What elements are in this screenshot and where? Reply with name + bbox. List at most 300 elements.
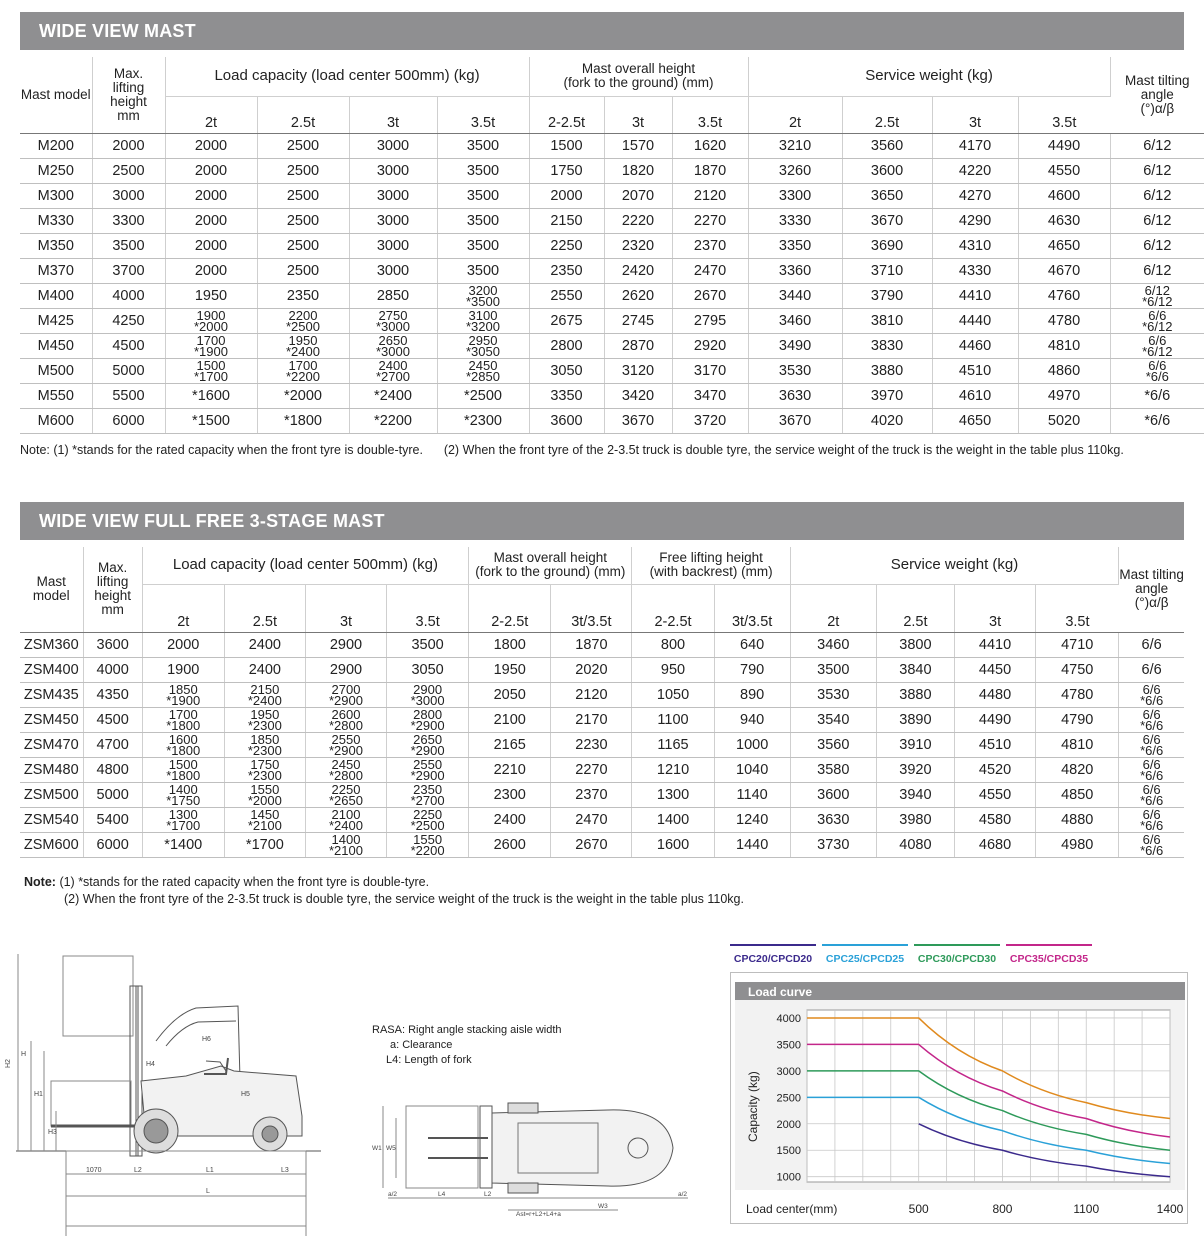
table-cell: 6/6 *6/6	[1110, 358, 1204, 383]
table-cell: 3000	[349, 133, 437, 158]
table-cell: 4600	[1018, 183, 1110, 208]
table-cell: 1950 *2400	[257, 333, 349, 358]
table-cell: 3360	[748, 258, 842, 283]
table-cell: 2795	[672, 308, 748, 333]
table-cell: 3460	[748, 308, 842, 333]
table-cell: 3700	[92, 258, 165, 283]
y-tick-label: 3500	[776, 1039, 801, 1052]
x-tick-label: 800	[992, 1202, 1013, 1216]
table-cell: 4860	[1018, 358, 1110, 383]
table-row	[20, 333, 1204, 358]
table-row	[20, 657, 1184, 682]
table-cell: 2400 *2700	[349, 358, 437, 383]
table-row	[20, 408, 1204, 433]
table-cell: 2800	[529, 333, 604, 358]
table-row	[20, 782, 1184, 807]
table-cell: 3300	[748, 183, 842, 208]
svg-text:L: L	[206, 1188, 210, 1195]
table-cell: 3530	[790, 682, 876, 707]
table-cell: 2350 *2700	[387, 782, 469, 807]
table-cell: 2050	[469, 682, 551, 707]
table-cell: 3580	[790, 757, 876, 782]
table-cell: 2470	[672, 258, 748, 283]
table-cell: 2070	[604, 183, 672, 208]
table-cell: 4550	[954, 782, 1035, 807]
table-cell: 3560	[842, 133, 932, 158]
table-cell: 6/6 *6/6	[1119, 707, 1184, 732]
table-cell: 2400	[224, 632, 305, 657]
table-cell: M550	[20, 383, 92, 408]
table-cell: 1870	[672, 158, 748, 183]
table-row	[20, 308, 1204, 333]
table-cell: 3720	[672, 408, 748, 433]
col-overall-height: Mast overall height (fork to the ground) (mm)	[469, 547, 632, 584]
table-cell: 3840	[876, 657, 954, 682]
table-cell: *2000	[257, 383, 349, 408]
table-cell: 3500	[437, 183, 529, 208]
table-cell: 5500	[92, 383, 165, 408]
table-cell: 1210	[632, 757, 714, 782]
table-cell: 1950 *2300	[224, 707, 305, 732]
table-cell: 2350	[529, 258, 604, 283]
table-cell: 3170	[672, 358, 748, 383]
table-cell: 2400	[469, 807, 551, 832]
table-cell: 4650	[1018, 233, 1110, 258]
table-cell: 3500	[387, 632, 469, 657]
table-cell: 6/6 *6/6	[1119, 807, 1184, 832]
table-cell: 3500	[437, 208, 529, 233]
sub-weight-3t: 3t	[932, 96, 1018, 133]
table-cell: 2600	[469, 832, 551, 857]
table-cell: 5400	[83, 807, 142, 832]
table-cell: 2750 *3000	[349, 308, 437, 333]
table-cell: M300	[20, 183, 92, 208]
table-cell: 3260	[748, 158, 842, 183]
table-cell: 4710	[1036, 632, 1119, 657]
table-cell: 3000	[349, 158, 437, 183]
table-cell: M425	[20, 308, 92, 333]
sub-height-2-2.5t: 2-2.5t	[529, 96, 604, 133]
col-load-capacity: Load capacity (load center 500mm) (kg)	[142, 547, 469, 584]
table-cell: M350	[20, 233, 92, 258]
table-cell: 950	[632, 657, 714, 682]
table-cell: 790	[714, 657, 790, 682]
sub-height-3.5t: 3.5t	[672, 96, 748, 133]
table-cell: 1550 *2000	[224, 782, 305, 807]
table-cell: 1500 *1800	[142, 757, 224, 782]
table-cell: *1400	[142, 832, 224, 857]
table-cell: 2500	[257, 183, 349, 208]
table-cell: 6000	[83, 832, 142, 857]
table-cell: 4820	[1036, 757, 1119, 782]
table-cell: 4350	[83, 682, 142, 707]
table-cell: ZSM480	[20, 757, 83, 782]
full-free-mast-rows	[20, 632, 1184, 857]
table-cell: 2620	[604, 283, 672, 308]
table-cell: 2210	[469, 757, 551, 782]
table-cell: 4520	[954, 757, 1035, 782]
table-cell: 1850 *1900	[142, 682, 224, 707]
table-cell: M500	[20, 358, 92, 383]
y-tick-label: 2000	[776, 1118, 801, 1131]
table-cell: 2670	[672, 283, 748, 308]
table-cell: 2500	[257, 133, 349, 158]
table-cell: 890	[714, 682, 790, 707]
table-cell: 6/12	[1110, 233, 1204, 258]
table-cell: 6/6 *6/6	[1119, 832, 1184, 857]
table-cell: *6/6	[1110, 383, 1204, 408]
table-cell: 4450	[954, 657, 1035, 682]
table-cell: 3200 *3500	[437, 283, 529, 308]
table-cell: 4310	[932, 233, 1018, 258]
col-max-lift: Max. lifting height mm	[92, 57, 165, 133]
table-cell: 3540	[790, 707, 876, 732]
table-cell: 2500	[257, 158, 349, 183]
table-cell: 3440	[748, 283, 842, 308]
table-cell: 1700 *1800	[142, 707, 224, 732]
table-cell: 3970	[842, 383, 932, 408]
table-cell: 1300 *1700	[142, 807, 224, 832]
table-cell: 4550	[1018, 158, 1110, 183]
section-title-wide-view-mast: WIDE VIEW MAST	[20, 12, 1184, 50]
table-cell: 2850	[349, 283, 437, 308]
table-cell: 4440	[932, 308, 1018, 333]
table-cell: 6/6 *6/6	[1119, 782, 1184, 807]
table-cell: 3500	[790, 657, 876, 682]
table-cell: ZSM400	[20, 657, 83, 682]
svg-text:H2: H2	[5, 1059, 12, 1068]
table-cell: 3000	[349, 183, 437, 208]
table-cell: 3210	[748, 133, 842, 158]
table-cell: 3670	[842, 208, 932, 233]
table-cell: 3940	[876, 782, 954, 807]
table-cell: 3630	[790, 807, 876, 832]
table-cell: 3500	[92, 233, 165, 258]
table-cell: M330	[20, 208, 92, 233]
svg-text:H: H	[21, 1051, 27, 1058]
table-cell: 3670	[604, 408, 672, 433]
table-row	[20, 383, 1204, 408]
table-cell: 2000	[529, 183, 604, 208]
table-cell: 1100	[632, 707, 714, 732]
table-cell: 4970	[1018, 383, 1110, 408]
table-cell: 4080	[876, 832, 954, 857]
sub-weight-2.5t: 2.5t	[876, 584, 954, 632]
table-cell: 2450 *2800	[305, 757, 386, 782]
table-cell: 3600	[842, 158, 932, 183]
table-cell: 6/6	[1119, 632, 1184, 657]
table-cell: 2450 *2850	[437, 358, 529, 383]
sub-load-2t: 2t	[142, 584, 224, 632]
table-cell: 640	[714, 632, 790, 657]
svg-text:1070: 1070	[86, 1167, 102, 1174]
table-cell: 2270	[551, 757, 632, 782]
y-tick-label: 2500	[776, 1092, 801, 1105]
table-cell: 3330	[748, 208, 842, 233]
col-tilt-angle: Mast tilting angle (°)α/β	[1110, 57, 1204, 133]
table-cell: 1900 *2000	[165, 308, 257, 333]
sub-load-2.5t: 2.5t	[224, 584, 305, 632]
sub-height-3t: 3t	[604, 96, 672, 133]
table-cell: 3000	[349, 233, 437, 258]
svg-text:a/2: a/2	[678, 1191, 688, 1198]
forklift-side-view-drawing	[6, 946, 336, 1251]
table-cell: 1240	[714, 807, 790, 832]
svg-text:Ast=r+L2+L4+a: Ast=r+L2+L4+a	[516, 1211, 561, 1218]
full-free-mast-table	[20, 547, 1184, 858]
table-cell: 4610	[932, 383, 1018, 408]
y-tick-label: 4000	[776, 1012, 801, 1025]
svg-text:H1: H1	[34, 1091, 43, 1098]
table-cell: 3000	[349, 208, 437, 233]
diagram-legend	[372, 1023, 562, 1068]
sub-weight-2t: 2t	[748, 96, 842, 133]
svg-text:W3: W3	[598, 1203, 608, 1210]
table-cell: 3050	[529, 358, 604, 383]
table-cell: 1600	[632, 832, 714, 857]
table-row	[20, 358, 1204, 383]
table-cell: 2500	[257, 258, 349, 283]
table-cell: 2900	[305, 632, 386, 657]
table-cell: 4410	[932, 283, 1018, 308]
table-cell: 6/12	[1110, 158, 1204, 183]
table-cell: 3670	[748, 408, 842, 433]
col-service-weight: Service weight (kg)	[790, 547, 1119, 584]
table-cell: 3800	[876, 632, 954, 657]
col-free-lift: Free lifting height (with backrest) (mm)	[632, 547, 790, 584]
table-cell: 3920	[876, 757, 954, 782]
table-cell: *2400	[349, 383, 437, 408]
table-cell: 3910	[876, 732, 954, 757]
section-title-full-free-mast: WIDE VIEW FULL FREE 3-STAGE MAST	[20, 502, 1184, 540]
legend-item: CPC35/CPCD35	[1006, 944, 1092, 965]
table-cell: 2500	[92, 158, 165, 183]
table-cell: 1500 *1700	[165, 358, 257, 383]
col-service-weight: Service weight (kg)	[748, 57, 1110, 96]
table-cell: 1900	[142, 657, 224, 682]
table-cell: 3500	[437, 158, 529, 183]
legend-clearance: a: Clearance	[390, 1039, 453, 1051]
col-load-capacity: Load capacity (load center 500mm) (kg)	[165, 57, 529, 96]
table-cell: 4170	[932, 133, 1018, 158]
table-cell: 4680	[954, 832, 1035, 857]
table-cell: 6/12	[1110, 183, 1204, 208]
table-cell: 1440	[714, 832, 790, 857]
sub-load-2.5t: 2.5t	[257, 96, 349, 133]
table-cell: 2100 *2400	[305, 807, 386, 832]
legend-item: CPC20/CPCD20	[730, 944, 816, 965]
table-cell: M600	[20, 408, 92, 433]
table-cell: 1820	[604, 158, 672, 183]
table-cell: 4510	[932, 358, 1018, 383]
table-cell: M400	[20, 283, 92, 308]
table-cell: 2000	[165, 258, 257, 283]
table-cell: 5020	[1018, 408, 1110, 433]
svg-text:a/2: a/2	[388, 1191, 398, 1198]
svg-text:H3: H3	[48, 1129, 57, 1136]
table-cell: 2670	[551, 832, 632, 857]
x-axis-label: Load center(mm)	[746, 1202, 838, 1216]
table-cell: 2500	[257, 208, 349, 233]
table-cell: 1450 *2100	[224, 807, 305, 832]
table-cell: 2000	[165, 158, 257, 183]
table-cell: 1800	[469, 632, 551, 657]
table-cell: 1750 *2300	[224, 757, 305, 782]
table-cell: 4220	[932, 158, 1018, 183]
table-cell: 2350	[257, 283, 349, 308]
table-cell: 1600 *1800	[142, 732, 224, 757]
table-cell: 4850	[1036, 782, 1119, 807]
table-cell: 2650 *2900	[387, 732, 469, 757]
table-cell: 1400	[632, 807, 714, 832]
section1-note: Note: (1) *stands for the rated capacity when the front tyre is double-tyre. (2) When the front tyre of the 2-3.5t truck is double tyre, the service weight of the truck is the weight in the table plus 110kg.	[20, 443, 1124, 457]
svg-text:L4: L4	[438, 1191, 446, 1198]
table-cell: 3710	[842, 258, 932, 283]
table-cell: *2500	[437, 383, 529, 408]
table-cell: 2020	[551, 657, 632, 682]
table-cell: *2200	[349, 408, 437, 433]
table-cell: 3880	[876, 682, 954, 707]
table-row	[20, 133, 1204, 158]
table-cell: *1800	[257, 408, 349, 433]
table-cell: M370	[20, 258, 92, 283]
legend-rasa: RASA: Right angle stacking aisle width	[372, 1024, 562, 1036]
sub-height-3t-3.5t: 3t/3.5t	[551, 584, 632, 632]
sub-weight-3.5t: 3.5t	[1036, 584, 1119, 632]
table-cell: 6/6 *6/6	[1119, 757, 1184, 782]
table-cell: 1040	[714, 757, 790, 782]
table-cell: 2920	[672, 333, 748, 358]
svg-text:H6: H6	[202, 1036, 211, 1043]
col-mast-model: Mast model	[20, 57, 92, 133]
table-cell: ZSM470	[20, 732, 83, 757]
table-cell: 2900 *3000	[387, 682, 469, 707]
sub-load-3t: 3t	[305, 584, 386, 632]
table-cell: 2320	[604, 233, 672, 258]
table-cell: 3000	[92, 183, 165, 208]
table-cell: 6/6 *6/12	[1110, 308, 1204, 333]
table-cell: 2700 *2900	[305, 682, 386, 707]
table-cell: 2370	[551, 782, 632, 807]
table-cell: 3630	[748, 383, 842, 408]
table-cell: 2500	[257, 233, 349, 258]
table-cell: 3500	[437, 133, 529, 158]
sub-weight-2.5t: 2.5t	[842, 96, 932, 133]
svg-text:L2: L2	[484, 1191, 492, 1198]
table-cell: 2000	[165, 183, 257, 208]
col-tilt-angle: Mast tilting angle (°)α/β	[1119, 547, 1184, 632]
table-cell: *1700	[224, 832, 305, 857]
table-cell: 3830	[842, 333, 932, 358]
section2-note-line2: (2) When the front tyre of the 2-3.5t truck is double tyre, the service weight of the truck is the weight in the table plus 110kg.	[64, 892, 744, 906]
wide-view-mast-table	[20, 57, 1204, 434]
table-cell: 1700 *2200	[257, 358, 349, 383]
table-cell: 1950	[165, 283, 257, 308]
table-cell: 940	[714, 707, 790, 732]
table-cell: *2300	[437, 408, 529, 433]
table-cell: ZSM600	[20, 832, 83, 857]
table-cell: 2120	[551, 682, 632, 707]
table-cell: 3490	[748, 333, 842, 358]
sub-free-3t-3.5t: 3t/3.5t	[714, 584, 790, 632]
table-cell: 3350	[748, 233, 842, 258]
table-cell: 4810	[1036, 732, 1119, 757]
table-cell: ZSM360	[20, 632, 83, 657]
svg-text:L1: L1	[206, 1167, 214, 1174]
table-cell: 2200 *2500	[257, 308, 349, 333]
table-cell: 3600	[529, 408, 604, 433]
x-tick-label: 500	[908, 1202, 929, 1216]
table-cell: ZSM500	[20, 782, 83, 807]
table-cell: 4490	[954, 707, 1035, 732]
table-cell: 3730	[790, 832, 876, 857]
table-cell: 2800 *2900	[387, 707, 469, 732]
table-cell: 4330	[932, 258, 1018, 283]
table-cell: 4270	[932, 183, 1018, 208]
table-cell: 6/12	[1110, 133, 1204, 158]
y-tick-label: 3000	[776, 1065, 801, 1078]
table-cell: 2250 *2500	[387, 807, 469, 832]
table-cell: 3000	[349, 258, 437, 283]
table-cell: 6000	[92, 408, 165, 433]
table-cell: 3050	[387, 657, 469, 682]
table-cell: 2745	[604, 308, 672, 333]
table-cell: 6/12	[1110, 258, 1204, 283]
x-tick-label: 1100	[1073, 1202, 1100, 1216]
table-row	[20, 233, 1204, 258]
table-cell: 2270	[672, 208, 748, 233]
table-cell: 3600	[790, 782, 876, 807]
table-cell: 3600	[83, 632, 142, 657]
table-cell: 3350	[529, 383, 604, 408]
table-cell: 3650	[842, 183, 932, 208]
table-cell: 2470	[551, 807, 632, 832]
table-row	[20, 832, 1184, 857]
table-cell: 2120	[672, 183, 748, 208]
table-cell: 4780	[1018, 308, 1110, 333]
table-cell: 6/12 *6/12	[1110, 283, 1204, 308]
sub-weight-3.5t: 3.5t	[1018, 96, 1110, 133]
table-cell: 2000	[92, 133, 165, 158]
table-cell: 2220	[604, 208, 672, 233]
table-cell: 4290	[932, 208, 1018, 233]
table-cell: 4580	[954, 807, 1035, 832]
table-cell: 2420	[604, 258, 672, 283]
sub-height-2-2.5t: 2-2.5t	[469, 584, 551, 632]
table-cell: 4500	[92, 333, 165, 358]
table-cell: 2000	[142, 632, 224, 657]
table-row	[20, 258, 1204, 283]
table-cell: 3120	[604, 358, 672, 383]
svg-text:H5: H5	[241, 1091, 250, 1098]
table-cell: 4630	[1018, 208, 1110, 233]
table-cell: 4790	[1036, 707, 1119, 732]
table-cell: 3690	[842, 233, 932, 258]
table-cell: *1500	[165, 408, 257, 433]
table-cell: 3790	[842, 283, 932, 308]
table-cell: 2250	[529, 233, 604, 258]
table-row	[20, 707, 1184, 732]
sub-weight-3t: 3t	[954, 584, 1035, 632]
table-cell: 3460	[790, 632, 876, 657]
table-row	[20, 208, 1204, 233]
svg-text:L2: L2	[134, 1167, 142, 1174]
y-tick-label: 1000	[776, 1171, 801, 1184]
table-cell: 1400 *2100	[305, 832, 386, 857]
table-cell: 1000	[714, 732, 790, 757]
table-cell: 4510	[954, 732, 1035, 757]
table-cell: 800	[632, 632, 714, 657]
